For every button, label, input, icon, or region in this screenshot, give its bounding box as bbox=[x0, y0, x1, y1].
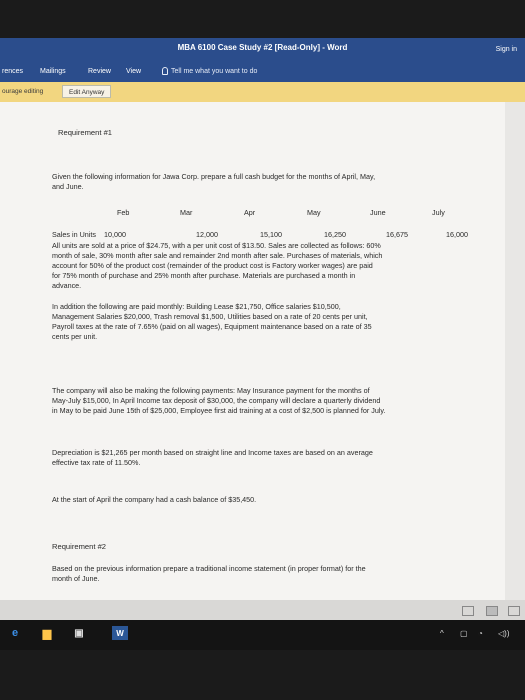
read-mode-icon[interactable] bbox=[462, 606, 474, 616]
requirement-1-heading: Requirement #1 bbox=[58, 128, 113, 137]
edit-anyway-button[interactable]: Edit Anyway bbox=[62, 85, 111, 98]
sales-mar: 12,000 bbox=[196, 230, 218, 239]
window-title: MBA 6100 Case Study #2 [Read-Only] - Word bbox=[177, 43, 348, 52]
ribbon-tabs bbox=[0, 60, 525, 82]
month-feb: Feb bbox=[117, 208, 130, 217]
edge-browser-icon[interactable]: e bbox=[11, 627, 19, 639]
month-may: May bbox=[307, 208, 321, 217]
requirement-2-heading: Requirement #2 bbox=[52, 542, 107, 551]
web-layout-icon[interactable] bbox=[508, 606, 520, 616]
document-page[interactable] bbox=[0, 102, 505, 600]
document-area bbox=[0, 102, 525, 600]
message-text: ourage editing bbox=[2, 88, 44, 95]
tab-references[interactable]: rences bbox=[2, 68, 24, 75]
req2-line1: Based on the previous information prepare a traditional income statement (in proper format) for the bbox=[52, 564, 366, 573]
store-icon[interactable]: ▣ bbox=[74, 627, 84, 639]
para3-line2: May-July $15,000, In April Income tax deposit of $30,000, the company will declare a quarterly dividend bbox=[52, 396, 381, 405]
intro-line-2: and June. bbox=[52, 182, 84, 191]
sales-june: 16,675 bbox=[386, 230, 408, 239]
sign-in-link[interactable]: Sign in bbox=[495, 46, 517, 53]
para1-line3: account for 50% of the product cost (remainder of the product cost is Factory worker wages) are paid bbox=[52, 261, 373, 270]
sales-units-label: Sales in Units bbox=[52, 230, 96, 239]
title-bar bbox=[0, 38, 525, 60]
print-layout-icon[interactable] bbox=[486, 606, 498, 616]
req2-line2: month of June. bbox=[52, 574, 100, 583]
status-bar bbox=[0, 600, 525, 620]
tab-view[interactable]: View bbox=[126, 68, 142, 75]
para3-line3: in May to be paid June 15th of $25,000, Employee first aid training at a cost of $2,500 is planned for July. bbox=[52, 406, 386, 415]
para4-line1: Depreciation is $21,265 per month based on straight line and Income taxes are based on an average bbox=[52, 448, 373, 457]
month-mar: Mar bbox=[180, 208, 193, 217]
sales-july: 16,000 bbox=[446, 230, 468, 239]
tell-me-box[interactable] bbox=[162, 67, 257, 75]
lightbulb-icon bbox=[162, 67, 168, 75]
para1-line1: All units are sold at a price of $24.75, with a per unit cost of $13.50. Sales are collected as follows: 60% bbox=[52, 241, 381, 250]
month-june: June bbox=[370, 208, 386, 217]
word-taskbar-icon[interactable]: W bbox=[112, 626, 128, 640]
tab-review[interactable]: Review bbox=[88, 68, 111, 75]
sales-may: 16,250 bbox=[324, 230, 346, 239]
para1-line4: for 75% month of purchase and 25% month after purchase. Materials are purchased a month in bbox=[52, 271, 356, 280]
notification-icon[interactable]: ▢ bbox=[460, 629, 468, 638]
para2-line1: In addition the following are paid monthly: Building Lease $21,750, Office salaries $10,500, bbox=[52, 302, 341, 311]
month-apr: Apr bbox=[244, 208, 256, 217]
sales-apr: 15,100 bbox=[260, 230, 282, 239]
para4-line2: effective tax rate of 11.50%. bbox=[52, 458, 141, 467]
protected-view-bar bbox=[0, 82, 525, 102]
para2-line2: Management Salaries $20,000, Trash removal $1,500, Utilities based on a rate of 20 cents per unit, bbox=[52, 312, 368, 321]
network-icon[interactable]: ◔ bbox=[478, 629, 483, 638]
tell-me-text: Tell me what you want to do bbox=[171, 67, 258, 75]
file-explorer-icon[interactable]: ▆ bbox=[42, 627, 52, 640]
vertical-scrollbar[interactable] bbox=[505, 102, 525, 600]
intro-line-1: Given the following information for Jawa Corp. prepare a full cash budget for the months of April, May, bbox=[52, 172, 376, 181]
para1-line2: month of sale, 30% month after sale and remainder 2nd month after sale. Purchases of materials, which bbox=[52, 251, 383, 260]
cash-balance-line: At the start of April the company had a cash balance of $35,450. bbox=[52, 495, 257, 504]
para3-line1: The company will also be making the following payments: May Insurance payment for the months of bbox=[52, 386, 370, 395]
volume-icon[interactable]: ◁)) bbox=[498, 629, 510, 638]
sales-feb: 10,000 bbox=[104, 230, 126, 239]
para1-line5: advance. bbox=[52, 281, 82, 290]
tray-arrow-icon[interactable]: ^ bbox=[440, 629, 444, 638]
month-july: July bbox=[432, 208, 445, 217]
taskbar bbox=[0, 620, 525, 650]
para2-line3: Payroll taxes at the rate of 7.65% (paid on all wages), Equipment maintenance based on a rate of 35 bbox=[52, 322, 372, 331]
para2-line4: cents per unit. bbox=[52, 332, 98, 341]
tab-mailings[interactable]: Mailings bbox=[40, 68, 66, 75]
